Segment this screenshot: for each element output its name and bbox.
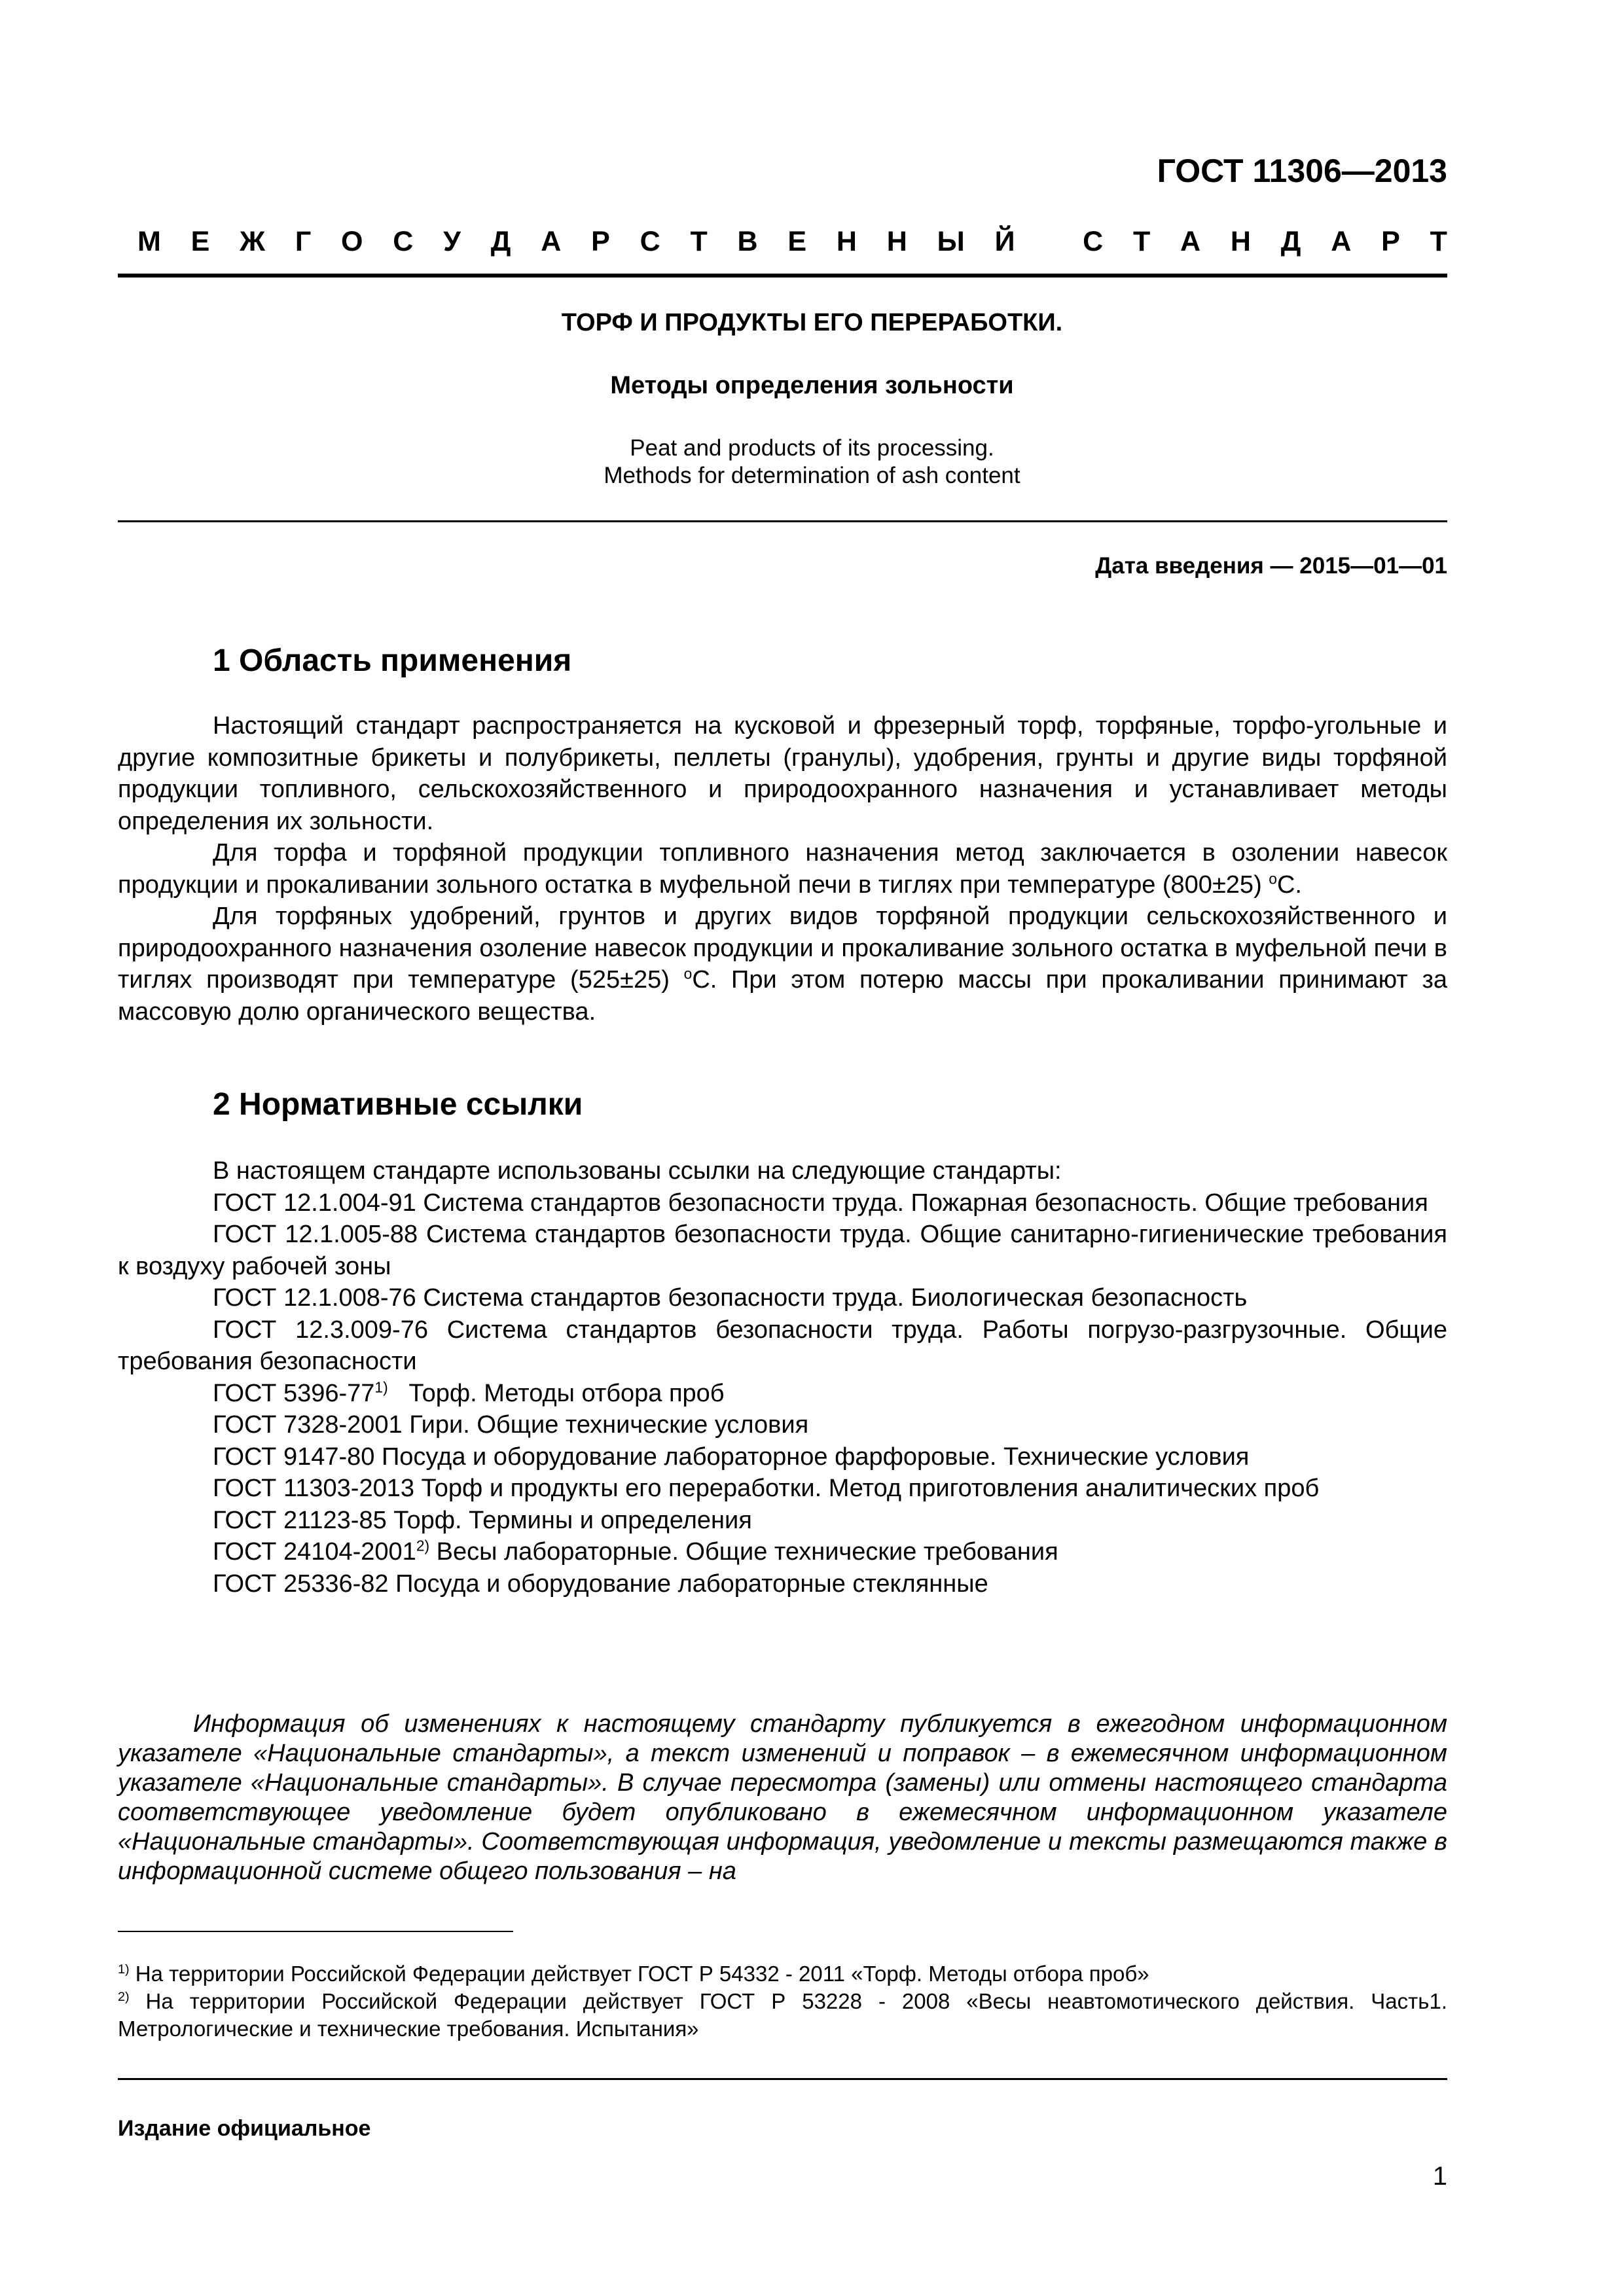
reference-item: ГОСТ 7328-2001 Гири. Общие технические условия [213, 1411, 809, 1439]
banner-letter: А [1180, 226, 1201, 257]
banner-letter: А [541, 226, 562, 257]
banner-letter [1045, 226, 1053, 258]
banner-letter: Н [836, 226, 857, 257]
english-title-line-1: Peat and products of its processing. [630, 435, 994, 461]
banner-letter: Ж [240, 226, 266, 257]
section-1-body [118, 710, 1447, 1028]
banner-letter: Д [490, 226, 511, 257]
edition-label: Издание официальное [118, 2116, 371, 2141]
information-note: Информация об изменениях к настоящему стандарту публикуется в ежегодном информационном указателе «Национальные стандарты», а текст изменений и поправок – в ежемесячном информационном указателе «Национальные стандарты». В случае пересмотра (замены) или отмены настоящего стандарта соответствующее уведомление будет опубликовано в ежемесячном информационном указателе «Национальные стандарты». Соответствующая информация, уведомление и тексты размещаются также в информационной системе общего пользования – на [118, 1710, 1447, 1885]
banner-letter: Ы [937, 226, 965, 257]
section-2-body [118, 1155, 1447, 1600]
section-1-paragraph-3: Для торфяных удобрений, грунтов и других видов торфяной продукции сельскохозяйственного и природоохранного назначения озоление навесок продукции и прокаливание зольного остатка в муфельной печи в тиглях производят при температуре (525±25) $^о$С. При этом потерю массы при прокаливании принимают за массовую долю органического вещества. [118, 903, 1447, 1026]
banner-letter: У [443, 226, 461, 257]
english-title-line-2: Methods for determination of ash content [604, 463, 1020, 488]
banner-letter: Т [1132, 226, 1151, 257]
document-subtitle: Методы определения зольности [610, 372, 1014, 399]
reference-item: ГОСТ 12.1.004-91 Система стандартов безопасности труда. Пожарная безопасность. Общие требования [213, 1189, 1428, 1217]
reference-item: ГОСТ 11303-2013 Торф и продукты его переработки. Метод приготовления аналитических проб [213, 1475, 1320, 1502]
reference-item: ГОСТ 9147-80 Посуда и оборудование лабораторное фарфоровые. Технические условия [213, 1443, 1250, 1471]
english-title [0, 435, 1624, 490]
reference-item: ГОСТ 12.1.008-76 Система стандартов безопасности труда. Биологическая безопасность [213, 1284, 1248, 1312]
banner-letter: Т [690, 226, 708, 257]
reference-item: ГОСТ 25336-82 Посуда и оборудование лабораторные стеклянные [213, 1570, 988, 1598]
reference-item: ГОСТ 21123-85 Торф. Термины и определения [213, 1506, 752, 1534]
reference-item: ГОСТ 24104-2001$^{2)}$ Весы лабораторные. Общие технические требования [213, 1537, 1058, 1566]
introduction-date: Дата введения — 2015—01—01 [1095, 553, 1447, 579]
footnote-2: $^{2)}$ На территории Российской Федерации действует ГОСТ Р 53228 - 2008 «Весы неавтомотического действия. Часть1. Метрологические и технические требования. Испытания» [118, 1989, 1447, 2041]
page-number: 1 [1432, 2162, 1447, 2191]
footnote-marker: 1) [374, 1378, 388, 1395]
banner-letter: А [1331, 226, 1352, 257]
reference-item: ГОСТ 5396-77$^{1)}$ Торф. Методы отбора проб [213, 1378, 725, 1407]
banner-letter: Г [295, 226, 312, 257]
reference-item: ГОСТ 12.3.009-76 Система стандартов безопасности труда. Работы погрузо-разгрузочные. Общие требования безопасности [118, 1316, 1447, 1375]
banner-letter: Т [1430, 226, 1447, 257]
header-rule [118, 274, 1447, 278]
reference-item: ГОСТ 12.1.005-88 Система стандартов безопасности труда. Общие санитарно-гигиенические требования к воздуху рабочей зоны [118, 1221, 1447, 1280]
banner-letter: Р [591, 226, 610, 257]
document-code: ГОСТ 11306—2013 [1157, 152, 1447, 189]
footnote-separator [118, 1931, 513, 1932]
banner-letter: О [341, 226, 363, 257]
section-1-paragraph-1: Настоящий стандарт распространяется на кусковой и фрезерный торф, торфяные, торфо-угольные и другие композитные брикеты и полубрикеты, пеллеты (гранулы), удобрения, грунты и другие виды торфяной продукции топливного, сельскохозяйственного и природоохранного назначения и устанавливает методы определения их зольности. [118, 712, 1447, 835]
banner-letter: Е [787, 226, 807, 257]
bottom-rule [118, 2078, 1447, 2080]
section-1-paragraph-2: Для торфа и торфяной продукции топливного назначения метод заключается в озолении навесок продукции и прокаливании зольного остатка в муфельной печи в тиглях при температуре (800±25) $^о$С. [118, 839, 1447, 899]
banner-letter: Р [1381, 226, 1400, 257]
section-2-intro: В настоящем стандарте использованы ссылки на следующие стандарты: [213, 1157, 1062, 1185]
footnote-1: $^{1)}$ На территории Российской Федерации действует ГОСТ Р 54332 - 2011 «Торф. Методы отбора проб» [118, 1962, 1149, 1986]
document-title: ТОРФ И ПРОДУКТЫ ЕГО ПЕРЕРАБОТКИ. [561, 309, 1063, 336]
banner-letter: С [640, 226, 660, 257]
banner-letter: В [737, 226, 758, 257]
title-rule [118, 520, 1447, 522]
banner-letter: Н [886, 226, 907, 257]
interstate-standard-banner [137, 226, 1447, 258]
section-1-heading: 1 Область применения [213, 643, 572, 678]
banner-letter: С [393, 226, 414, 257]
footnote-marker: 2) [416, 1537, 430, 1554]
footnotes [118, 1960, 1447, 2043]
banner-letter: Е [190, 226, 210, 257]
banner-letter: С [1083, 226, 1104, 257]
section-2-heading: 2 Нормативные ссылки [213, 1087, 583, 1122]
banner-letter: М [137, 226, 161, 257]
banner-letter: Й [994, 226, 1015, 257]
banner-letter: Д [1280, 226, 1301, 257]
banner-letter: Н [1230, 226, 1251, 257]
